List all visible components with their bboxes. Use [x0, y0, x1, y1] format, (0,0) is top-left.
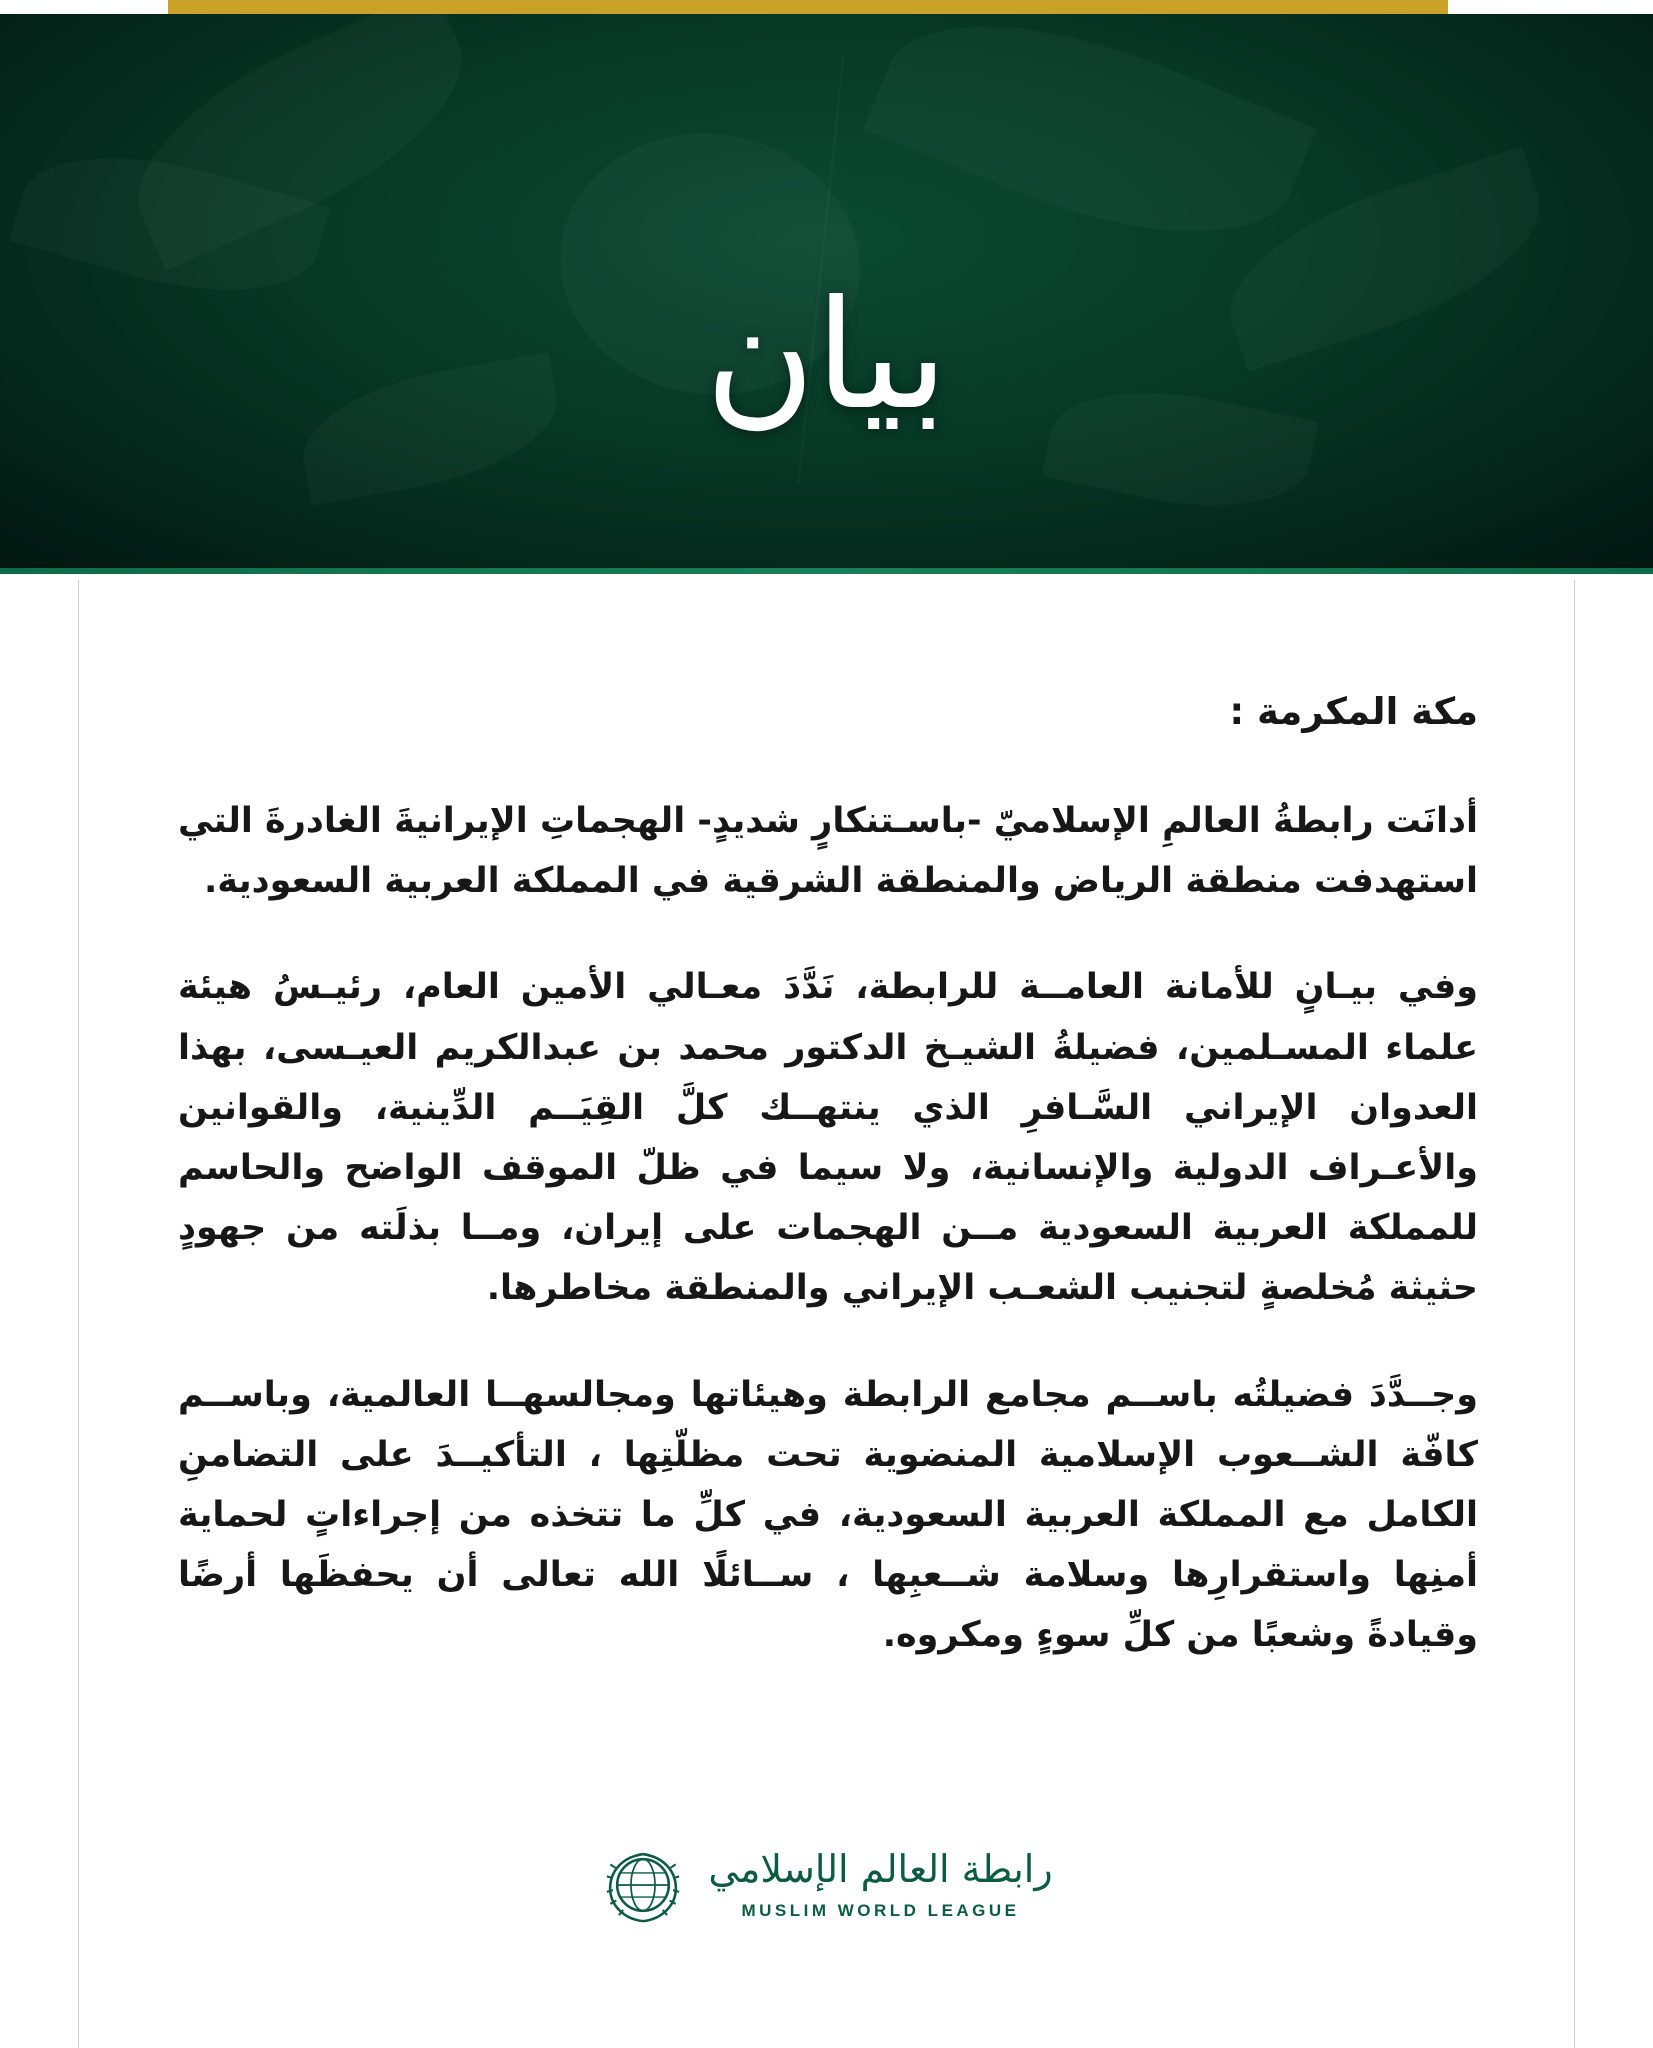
globe-wreath-icon [600, 1842, 686, 1928]
paragraph: وجــدَّدَ فضيلتُه باســم مجامع الرابطة وهيئاتها ومجالسهــا العالمية، وباســم كافّة الشــعوب الإسلامية المنضوية تحت مظلّتِها ، التأكيــدَ على التضامنِ الكامل مع المملكة العربية السعودية، في كلِّ ما تتخذه من إجراءاتٍ لحماية أمنِها واستقرارِها وسلامة شــعبِها ، ســائلًا الله تعالى أن يحفظَها أرضًا وقيادةً وشعبًا من كلِّ سوءٍ ومكروه. [178, 1374, 1478, 1656]
paragraph: أدانَت رابطةُ العالمِ الإسلاميّ -باسـتنكارٍ شديدٍ- الهجماتِ الإيرانيةَ الغادرةَ التي استهدفت منطقة الرياض والمنطقة الشرقية في المملكة العربية السعودية. [178, 801, 1478, 902]
banner-underline [0, 568, 1653, 574]
leaf-ornament-icon [863, 14, 1316, 286]
document-body [0, 580, 1653, 2048]
page-title: بيان [705, 269, 948, 443]
logo-text [708, 1849, 1052, 1921]
logo-arabic-text: رابطة العالم الإسلامي [708, 1847, 1053, 1892]
footer-logo [0, 1842, 1653, 1928]
header-banner [0, 14, 1653, 574]
statement-text [178, 690, 1478, 1711]
left-margin-rule [78, 580, 79, 2048]
right-margin-rule [1574, 580, 1575, 2048]
top-gold-bar [168, 0, 1448, 14]
paragraph: وفي بيـانٍ للأمانة العامــة للرابطة، نَدَّدَ معـالي الأمين العام، رئيـسُ هيئة علماء المسـلمين، فضيلةُ الشيـخ الدكتور محمد بن عبدالكريم العيـسى، بهذا العدوان الإيراني السَّـافرِ الذي ينتهــك كلَّ القِيَــم الدِّينية، والقوانين والأعـراف الدولية والإنسانية، ولا سيما في ظلّ الموقف الواضح والحاسم للمملكة العربية السعودية مــن الهجمات على إيران، ومــا بذلَته من جهودٍ حثيثة مُخلصةٍ لتجنيب الشعـب الإيراني والمنطقة مخاطرها. [178, 967, 1478, 1309]
dateline: مكة المكرمة : [1229, 690, 1478, 733]
logo-english-text: MUSLIM WORLD LEAGUE [741, 1900, 1020, 1920]
